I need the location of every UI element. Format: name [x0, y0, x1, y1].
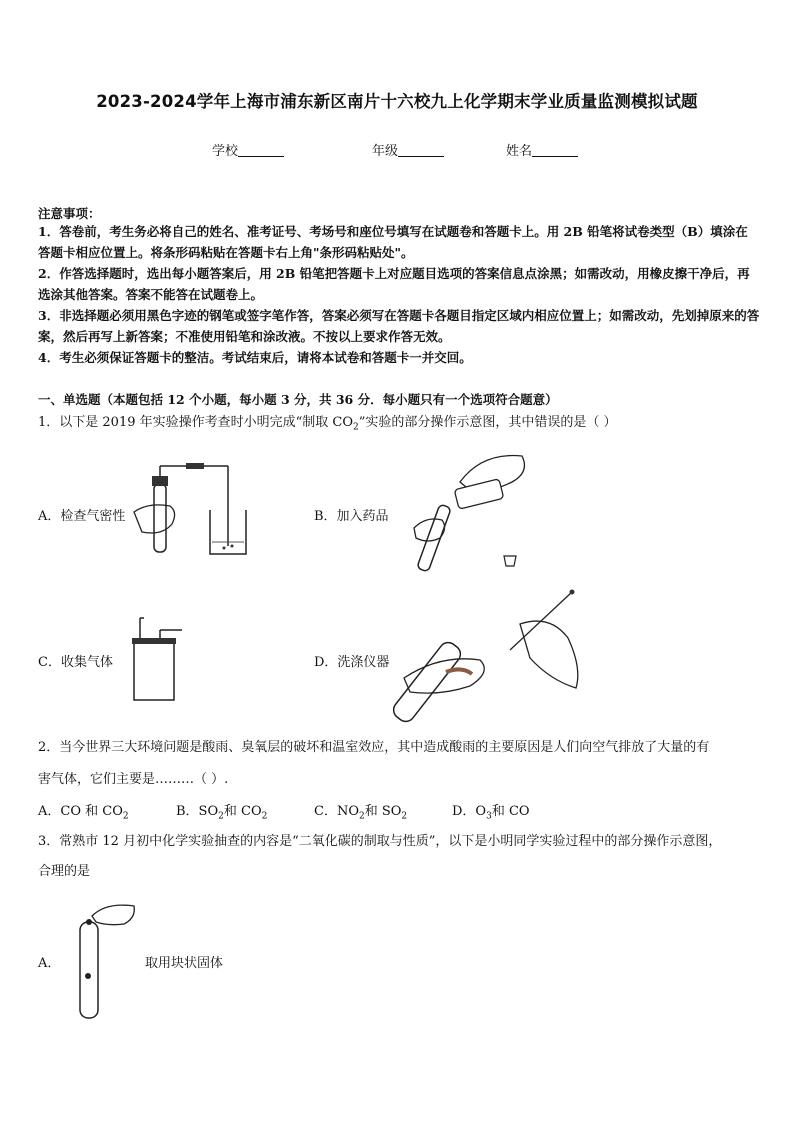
notice-item-1: 1．答卷前，考生务必将自己的姓名、准考证号、考场号和座位号填写在试题卷和答题卡上。用 2B 铅笔将试卷类型（B）填涂在答题卡相应位置上。将条形码粘贴在答题卡右上角"条形码粘贴处"。	[38, 224, 748, 260]
q1-option-b: B．加入药品	[314, 509, 389, 524]
name-label: 姓名	[506, 144, 533, 159]
q2-c-sub2: 2	[401, 811, 408, 822]
question-3-line1: 3．常熟市 12 月初中化学实验抽查的内容是“二氧化碳的制取与性质”，以下是小明同学实验过程中的部分操作示意图，	[38, 834, 722, 849]
question-2-line2: 害气体，它们主要是………（ ）.	[38, 772, 229, 787]
notice-item-4: 4．考生必须保证答题卡的整洁。考试结束后，请将本试卷和答题卡一并交回。	[38, 350, 472, 365]
q2-b-mid: 和 CO	[223, 804, 262, 819]
section-heading: 一、单选题（本题包括 12 个小题，每小题 3 分，共 36 分．每小题只有一个选项符合题意）	[38, 392, 558, 407]
q2-d-label: D．O	[452, 804, 487, 819]
notice-item-2: 2．作答选择题时，选出每小题答案后，用 2B 铅笔把答题卡上对应题目选项的答案信息点涂黑；如需改动，用橡皮擦干净后，再选涂其他答案。答案不能答在试题卷上。	[38, 266, 750, 302]
q2-c-label: C．NO	[314, 804, 359, 819]
q2-option-d	[452, 800, 530, 822]
school-blank	[238, 144, 284, 157]
school-field	[212, 140, 284, 159]
grade-label: 年级	[372, 144, 399, 159]
grade-field	[372, 140, 444, 159]
gas-collection-illustration	[126, 616, 184, 704]
q1-stem-post: ”实验的部分操作示意图，其中错误的是（ ）	[358, 415, 617, 430]
q2-option-a	[38, 800, 129, 822]
question-3-line2: 合理的是	[38, 864, 91, 879]
washing-instrument-illustration	[400, 588, 590, 728]
solid-taking-illustration	[74, 900, 138, 1022]
q2-d-mid: 和 CO	[491, 804, 530, 819]
name-blank	[532, 144, 578, 157]
q3-option-a-caption: 取用块状固体	[145, 956, 224, 971]
q1-option-a: A．检查气密性	[38, 509, 126, 524]
q1-stem-pre: 1．以下是 2019 年实验操作考查时小明完成“制取 CO	[38, 415, 354, 430]
grade-blank	[398, 144, 444, 157]
page-title: 2023-2024学年上海市浦东新区南片十六校九上化学期末学业质量监测模拟试题	[96, 92, 698, 111]
q1-option-c: C．收集气体	[38, 655, 113, 670]
q2-b-sub2: 2	[261, 811, 268, 822]
q1-option-d: D．洗涤仪器	[314, 655, 390, 670]
q1-stem-sub: 2	[353, 422, 359, 433]
q2-option-c	[314, 800, 407, 822]
q2-d-sub1: 3	[486, 811, 492, 822]
q3-option-a: A．	[38, 956, 61, 971]
question-1-stem	[38, 410, 760, 441]
question-2-line1: 2．当今世界三大环境问题是酸雨、臭氧层的破坏和温室效应，其中造成酸雨的主要原因是人们向空气排放了大量的有	[38, 740, 710, 755]
q2-c-mid: 和 SO	[364, 804, 402, 819]
q2-b-sub1: 2	[218, 811, 224, 822]
notice-heading: 注意事项：	[38, 206, 101, 221]
airtight-check-illustration	[128, 462, 258, 562]
q2-option-b	[176, 800, 267, 822]
q2-a-label: A．CO 和 CO	[38, 804, 123, 819]
q2-c-sub1: 2	[358, 811, 365, 822]
name-field	[506, 140, 578, 159]
school-label: 学校	[212, 144, 239, 159]
q2-a-sub: 2	[122, 811, 129, 822]
notice-item-3: 3．非选择题必须用黑色字迹的钢笔或签字笔作答，答案必须写在答题卡各题目指定区域内相应位置上；如需改动，先划掉原来的答案，然后再写上新答案；不准使用铅笔和涂改液。不按以上要求作答无效。	[38, 308, 760, 344]
q2-b-label: B．SO	[176, 804, 219, 819]
adding-reagent-illustration	[412, 448, 537, 576]
